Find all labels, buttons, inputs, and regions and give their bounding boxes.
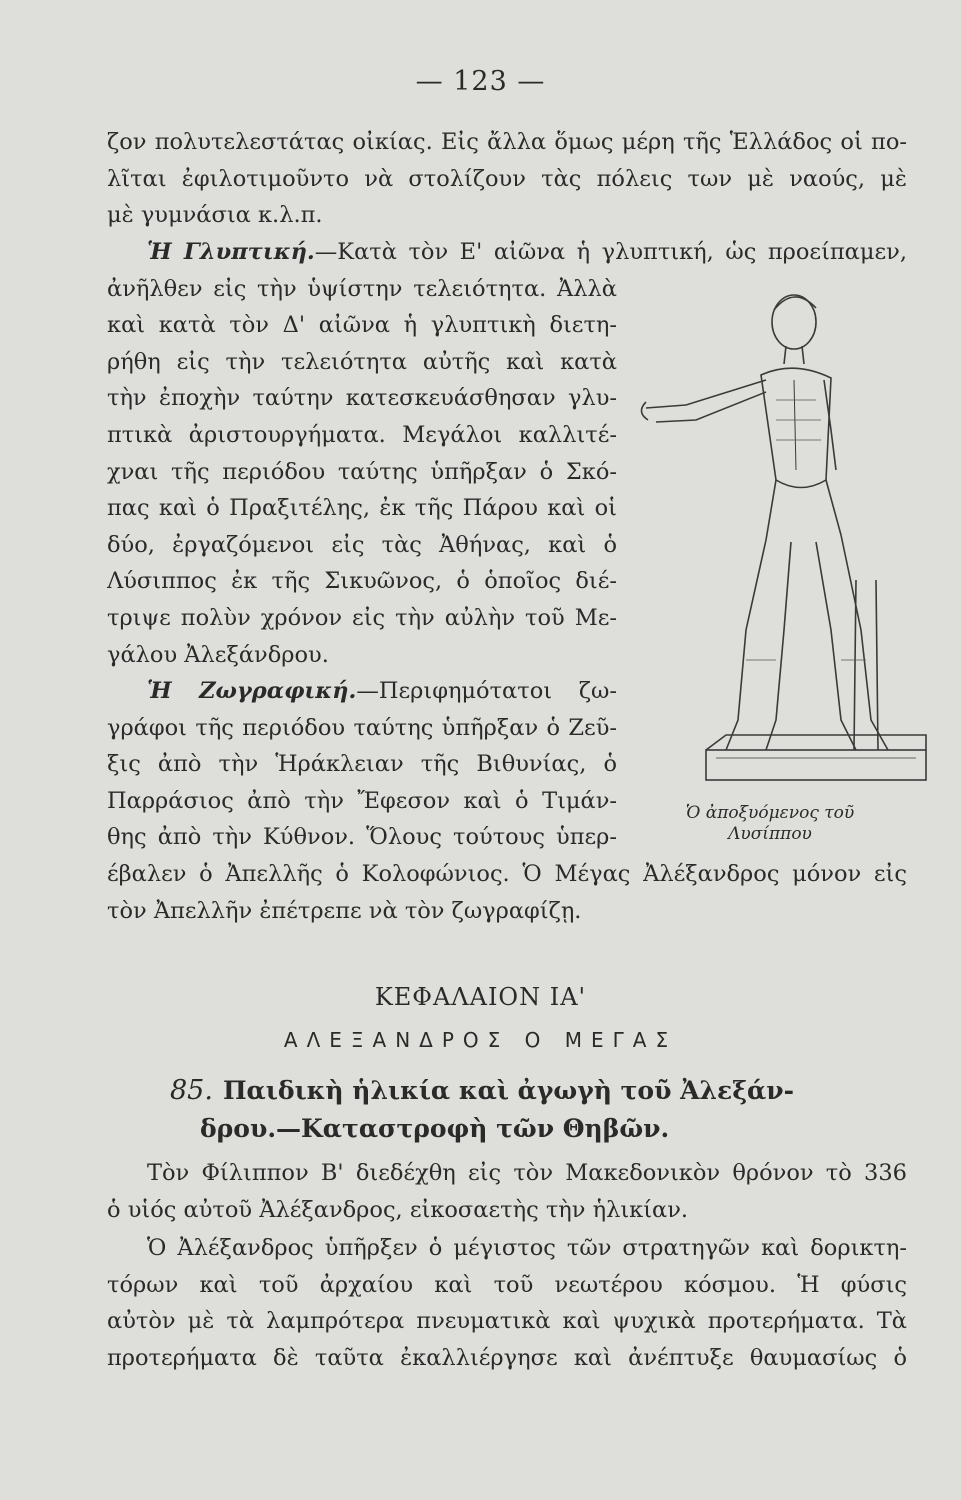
text-line: ρήθη εἰς τὴν τελειότητα αὐτῆς καὶ κατὰ [107,348,617,375]
body-paragraph-2 [107,1230,907,1376]
text-line: τὸν Ἀπελλῆν ἐπέτρεπε νὰ τὸν ζωγραφίζῃ. [107,897,582,924]
apoxyomenos-statue-image [626,280,936,800]
section-title [170,1072,870,1148]
text-line: τὴν ἐποχὴν ταύτην κατεσκευάσθησαν γλυ- [107,385,617,412]
text-line [107,673,617,710]
text-line: ἀνῆλθεν εἰς τὴν ὑψίστην τελειότητα. Ἀλλὰ [107,275,617,302]
chapter-title: ΚΕΦΑΛΑΙΟΝ ΙΑ' [374,983,587,1011]
text-line: τόρων καὶ τοῦ ἀρχαίου καὶ τοῦ νεωτέρου κόσμου. Ἡ φύσις [107,1271,907,1298]
text-line: ζον πολυτελεστάτας οἰκίας. Εἰς ἄλλα ὅμως μέρη τῆς Ἑλλάδος οἱ πο- [107,129,907,155]
text-line: χναι τῆς περιόδου ταύτης ὑπῆρξαν ὁ Σκό- [107,458,617,485]
text-line: ξις ἀπὸ τὴν Ἡράκλειαν τῆς Βιθυνίας, ὁ [107,751,617,778]
sculpture-heading: Ἡ Γλυπτική. [147,239,315,265]
text-line: τριψε πολὺν χρόνον εἰς τὴν αὐλὴν τοῦ Με- [107,604,617,631]
text-line: Παρράσιος ἀπὸ τὴν Ἔφεσον καὶ ὁ Τιμάν- [107,787,617,814]
top-paragraph [107,124,907,234]
text-line: Ὁ Ἀλέξανδρος ὑπῆρξεν ὁ μέγιστος τῶν στρατηγῶν καὶ δορικτη- [147,1235,907,1261]
section-title-line [170,1072,870,1110]
text-line: δύο, ἐργαζόμενοι εἰς τὰς Ἀθήνας, καὶ ὁ [107,531,617,558]
text-line: πτικὰ ἀριστουργήματα. Μεγάλοι καλλιτέ- [107,421,617,448]
sculpture-first-line: —Κατὰ τὸν Ε' αἰῶνα ἡ γλυπτική, ὡς προείπαμεν, [314,239,907,265]
statue-illustration [626,280,936,800]
section-title-text: Παιδικὴ ἡλικία καὶ ἀγωγὴ τοῦ Ἀλεξάν- [222,1076,795,1105]
text-line: Λύσιππος ἐκ τῆς Σικυῶνος, ὁ ὁποῖος διέ- [107,568,617,595]
figure-caption [640,803,900,845]
caption-line: Ὁ ἀποξυόμενος τοῦ [685,803,855,823]
text-line: ὁ υἱός αὐτοῦ Ἀλέξανδρος, εἰκοσαετὴς τὴν ἡλικίαν. [107,1196,689,1223]
text-line: προτερήματα δὲ ταῦτα ἐκαλλιέργησε καὶ ἀνέπτυξε θαυμασίως ὁ [107,1344,907,1371]
page-number: — 123 — [415,66,546,97]
painting-first-line: —Περιφημότατοι ζω- [356,678,617,704]
chapter-subtitle: ΑΛΕΞΑΝΔΡΟΣ Ο ΜΕΓΑΣ [283,1028,678,1052]
text-line: έβαλεν ὁ Ἀπελλῆς ὁ Κολοφώνιος. Ὁ Μέγας Ἀλέξανδρος μόνον εἰς [107,860,907,887]
text-line: καὶ κατὰ τὸν Δ' αἰῶνα ἡ γλυπτικὴ διετη- [107,312,617,339]
text-line: θης ἀπὸ τὴν Κύθνον. Ὅλους τούτους ὑπερ- [107,824,617,851]
text-line: λῖται ἐφιλοτιμοῦντο νὰ στολίζουν τὰς πόλεις των μὲ ναούς, μὲ [107,165,907,192]
text-line: γάλου Ἀλεξάνδρου. [107,641,329,668]
text-line: Τὸν Φίλιππον Β' διεδέχθη εἰς τὸν Μακεδονικὸν θρόνον τὸ 336 [147,1160,907,1186]
painting-heading: Ἡ Ζωγραφική. [147,678,357,704]
body-paragraph-1 [107,1155,907,1228]
text-line: γράφοι τῆς περιόδου ταύτης ὑπῆρξαν ὁ Ζεῦ- [107,714,617,741]
section-number: 85. [170,1075,213,1106]
caption-line: Λυσίππου [728,824,812,844]
section-title-line2: δρου.—Καταστροφὴ τῶν Θηβῶν. [200,1114,670,1143]
text-line: πας καὶ ὁ Πραξιτέλης, ἐκ τῆς Πάρου καὶ οἱ [107,495,617,522]
text-line [107,234,907,271]
text-line: αὐτὸν μὲ τὰ λαμπρότερα πνευματικὰ καὶ ψυχικὰ προτερήματα. Τὰ [107,1308,907,1335]
text-line: μὲ γυμνάσια κ.λ.π. [107,202,323,229]
